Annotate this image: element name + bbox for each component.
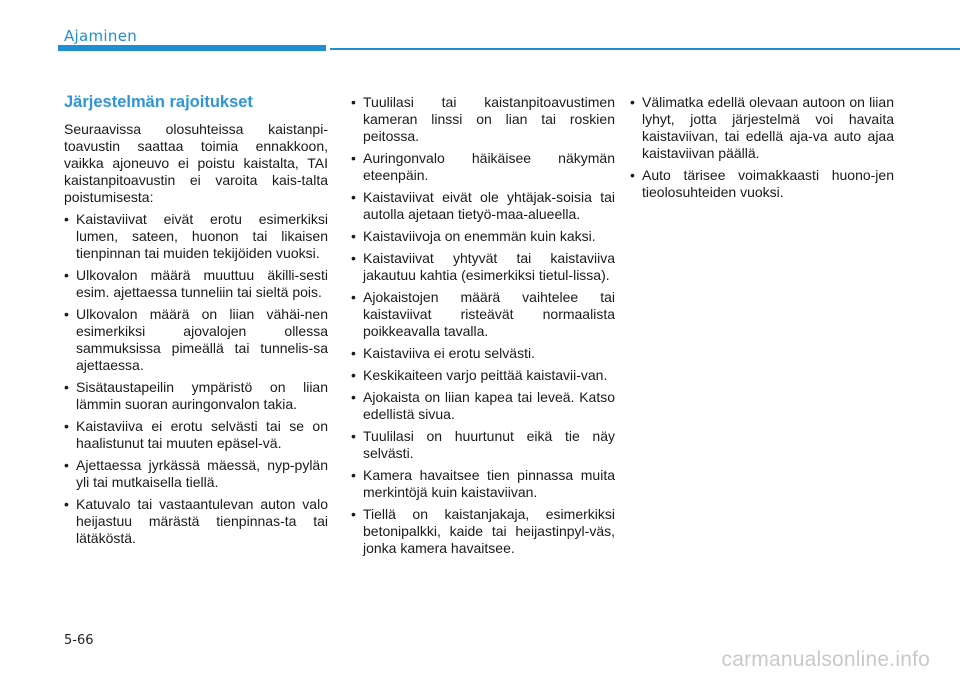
- list-item: • Tuulilasi tai kaistanpitoavustimen kameran linssi on lian tai roskien peitossa.: [351, 94, 615, 145]
- header-rule-thick: [58, 45, 326, 51]
- list-item: • Kaistaviivat eivät erotu esimerkiksi lumen, sateen, huonon tai likaisen tienpinnan tai muiden tekijöiden vuoksi.: [64, 211, 328, 262]
- bullet-list-column-2: [351, 94, 615, 557]
- page-number: 5-66: [64, 633, 94, 648]
- list-item: • Ulkovalon määrä muuttuu äkilli-sesti esim. ajettaessa tunneliin tai sieltä pois.: [64, 267, 328, 301]
- intro-paragraph: Seuraavissa olosuhteissa kaistanpi-toavustin saattaa toimia ennakkoon, vaikka ajoneuvo ei poistu kaistalta, TAI kaistanpitoavustin ei varoita kais-talta poistumisesta:: [64, 121, 328, 205]
- list-item: • Kaistaviiva ei erotu selvästi tai se on haalistunut tai muuten epäsel-vä.: [64, 418, 328, 452]
- list-item: • Kamera havaitsee tien pinnassa muita merkintöjä kuin kaistaviivan.: [351, 467, 615, 501]
- list-item: • Ajokaistojen määrä vaihtelee tai kaistaviivat risteävät normaalista poikkeavalla tavalla.: [351, 289, 615, 340]
- bullet-list-column-3: [630, 94, 894, 201]
- list-item: • Kaistaviivat yhtyvät tai kaistaviiva jakautuu kahtia (esimerkiksi tietul-lissa).: [351, 250, 615, 284]
- list-item: • Ulkovalon määrä on liian vähäi-nen esimerkiksi ajovalojen ollessa sammuksissa pimeällä tai tunnelis-sa ajettaessa.: [64, 306, 328, 374]
- section-title: Järjestelmän rajoitukset: [64, 93, 253, 111]
- text-column-1: [64, 92, 328, 552]
- list-item: • Tiellä on kaistanjakaja, esimerkiksi betonipalkki, kaide tai heijastinpyl-väs, jonka kamera havaitsee.: [351, 506, 615, 557]
- list-item: • Keskikaiteen varjo peittää kaistavii-van.: [351, 367, 615, 384]
- list-item: • Katuvalo tai vastaantulevan auton valo heijastuu märästä tienpinnas-ta tai lätäköstä.: [64, 496, 328, 547]
- list-item: • Auringonvalo häikäisee näkymän eteenpäin.: [351, 150, 615, 184]
- text-column-3: [630, 94, 894, 206]
- watermark-text: carmanualsonline.info: [721, 648, 930, 671]
- header-rule-thin: [330, 48, 960, 50]
- bullet-list-column-1: [64, 211, 328, 547]
- list-item: • Ajokaista on liian kapea tai leveä. Katso edellistä sivua.: [351, 389, 615, 423]
- list-item: • Kaistaviiva ei erotu selvästi.: [351, 345, 615, 362]
- list-item: • Ajettaessa jyrkässä mäessä, nyp-pylän yli tai mutkaisella tiellä.: [64, 457, 328, 491]
- list-item: • Kaistaviivat eivät ole yhtäjak-soisia tai autolla ajetaan tietyö-maa-alueella.: [351, 189, 615, 223]
- list-item: • Välimatka edellä olevaan autoon on liian lyhyt, jotta järjestelmä voi havaita kaistaviivan, tai edellä aja-va auto ajaa kaistaviivan päällä.: [630, 94, 894, 162]
- section-header-label: Ajaminen: [64, 27, 138, 45]
- list-item: • Tuulilasi on huurtunut eikä tie näy selvästi.: [351, 428, 615, 462]
- list-item: • Kaistaviivoja on enemmän kuin kaksi.: [351, 228, 615, 245]
- list-item: • Auto tärisee voimakkaasti huono-jen tieolosuhteiden vuoksi.: [630, 167, 894, 201]
- text-column-2: [351, 94, 615, 562]
- list-item: • Sisätaustapeilin ympäristö on liian lämmin suoran auringonvalon takia.: [64, 379, 328, 413]
